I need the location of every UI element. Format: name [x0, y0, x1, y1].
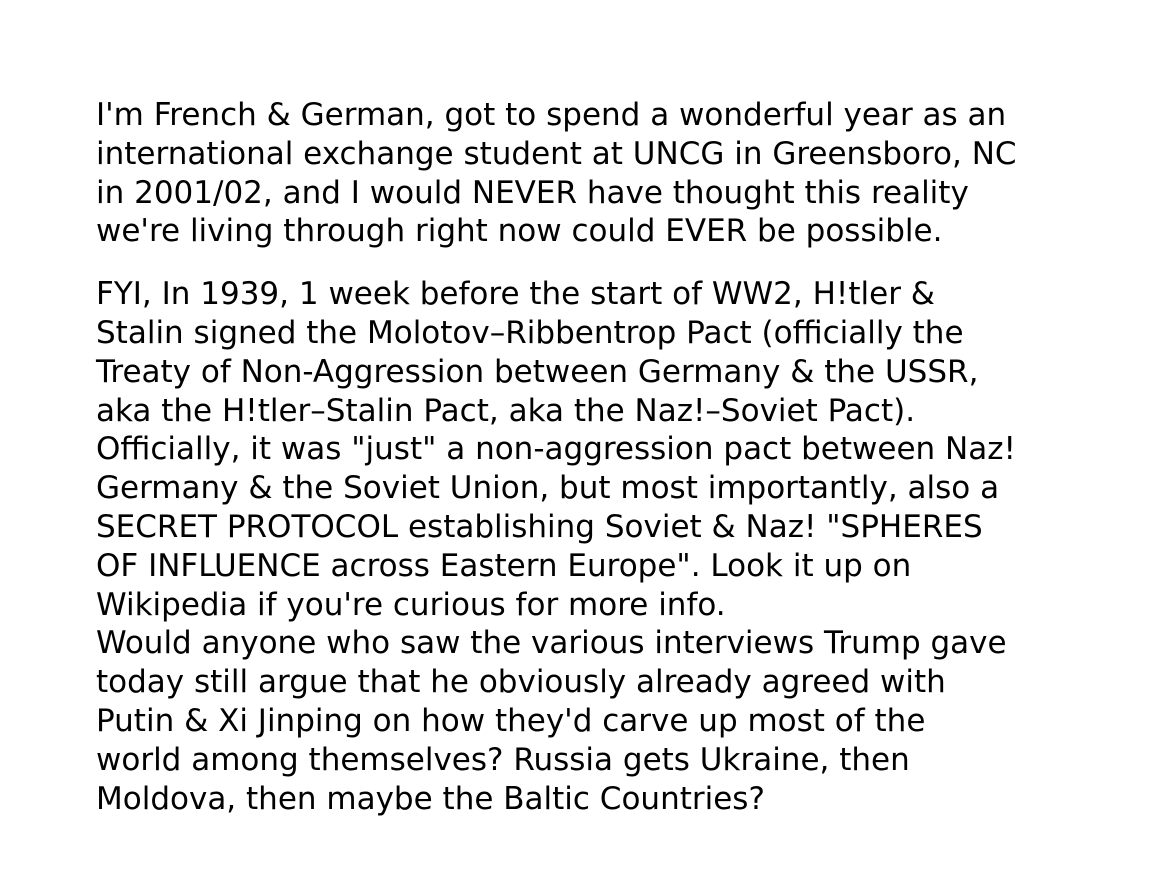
text-line: SECRET PROTOCOL establishing Soviet & Naz! "SPHERES [96, 508, 983, 545]
text-line: today still argue that he obviously already agreed with [96, 664, 946, 701]
text-line: Officially, it was "just" a non-aggression pact between Naz! [96, 431, 1016, 468]
text-line: FYI, In 1939, 1 week before the start of WW2, H!tler & [96, 276, 935, 313]
text-line: Stalin signed the Molotov–Ribbentrop Pact (officially the [96, 314, 964, 351]
text-line: I'm French & German, got to spend a wonderful year as an [96, 97, 1007, 133]
text-line: in 2001/02, and I would NEVER have thought this reality [96, 174, 969, 211]
text-line: Wikipedia if you're curious for more info. [96, 586, 726, 623]
text-line: aka the H!tler–Stalin Pact, aka the Naz!–Soviet Pact). [96, 392, 916, 429]
paragraph-question [96, 624, 1106, 818]
text-line: world among themselves? Russia gets Ukraine, then [96, 741, 910, 778]
paragraph-history [96, 275, 1106, 624]
text-line: Putin & Xi Jinping on how they'd carve up most of the [96, 702, 926, 739]
document-body [96, 96, 1106, 818]
text-line: we're living through right now could EVER be possible. [96, 213, 943, 250]
text-line: international exchange student at UNCG in Greensboro, NC [96, 135, 1017, 172]
paragraph-intro [96, 96, 1106, 251]
text-line: Would anyone who saw the various interviews Trump gave [96, 625, 1007, 662]
text-line: OF INFLUENCE across Eastern Europe". Look it up on [96, 547, 912, 584]
text-line: Germany & the Soviet Union, but most importantly, also a [96, 470, 1000, 507]
text-line: Moldova, then maybe the Baltic Countries? [96, 780, 765, 817]
text-line: Treaty of Non-Aggression between Germany & the USSR, [96, 353, 979, 390]
